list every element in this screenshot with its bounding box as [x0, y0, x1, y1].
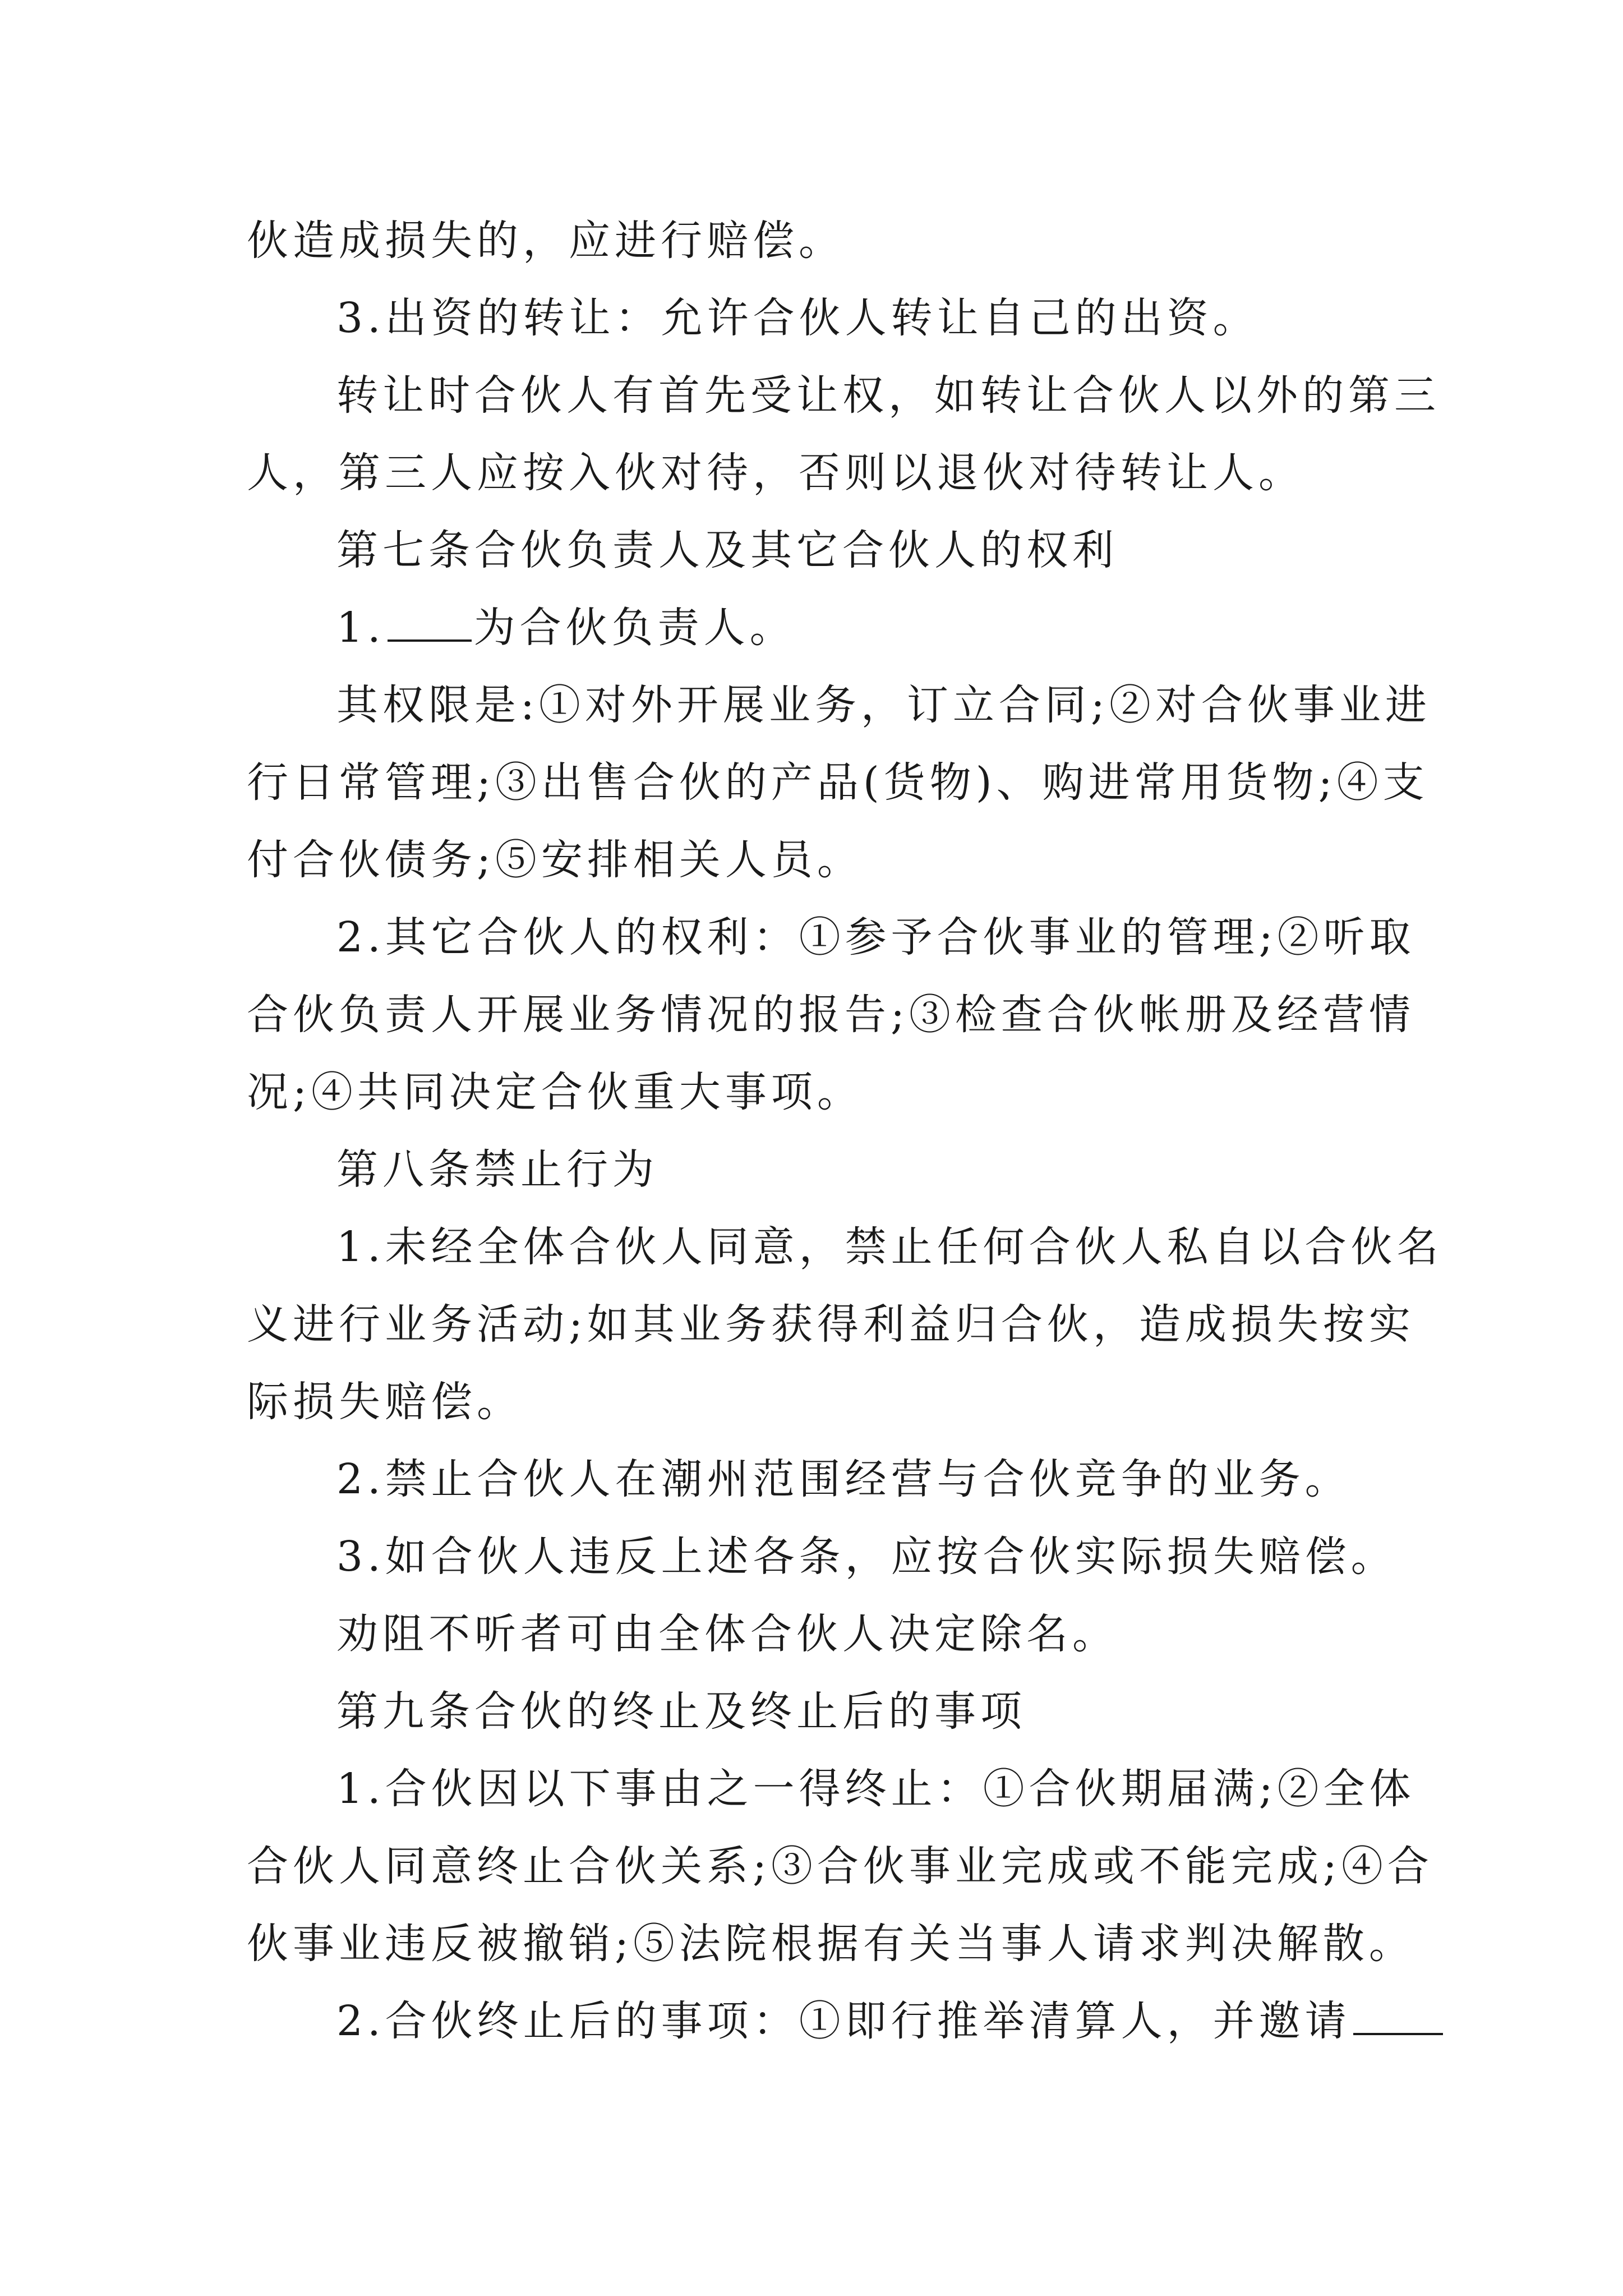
document-page: [247, 202, 1443, 2060]
paragraph-line: 3.出资的转让：允许合伙人转让自己的出资。: [336, 294, 1259, 342]
paragraph-line: 其权限是:①对外开展业务，订立合同;②对合伙事业进: [336, 681, 1431, 729]
section-heading: 第七条合伙负责人及其它合伙人的权利: [336, 526, 1118, 574]
fill-in-blank: [388, 606, 472, 642]
fill-in-blank: [1353, 1999, 1443, 2035]
paragraph-line: 际损失赔偿。: [247, 1378, 523, 1426]
paragraph-line: 合伙人同意终止合伙关系;③合伙事业完成或不能完成;④合: [247, 1842, 1433, 1890]
paragraph-line: 3.如合伙人违反上述各条，应按合伙实际损失赔偿。: [336, 1533, 1397, 1581]
paragraph-line: 2.禁止合伙人在潮州范围经营与合伙竞争的业务。: [336, 1455, 1351, 1503]
clause-text: 为合伙负责人。: [473, 604, 796, 652]
paragraph-line: [247, 589, 1391, 666]
paragraph-line: 人，第三人应按入伙对待，否则以退伙对待转让人。: [247, 449, 1304, 497]
paragraph-line: 2.其它合伙人的权利：①参予合伙事业的管理;②听取: [336, 913, 1415, 961]
paragraph-line: 伙造成损失的，应进行赔偿。: [247, 217, 845, 265]
section-heading: 第九条合伙的终止及终止后的事项: [336, 1687, 1026, 1736]
clause-number: 1.: [336, 604, 385, 652]
paragraph-line: 转让时合伙人有首先受让权，如转让合伙人以外的第三: [336, 371, 1440, 420]
paragraph-line: 合伙负责人开展业务情况的报告;③检查合伙帐册及经营情: [247, 991, 1415, 1039]
paragraph-line: [247, 1982, 1391, 2060]
section-heading: 第八条禁止行为: [336, 1145, 658, 1194]
clause-text: 2.合伙终止后的事项：①即行推举清算人，并邀请: [336, 1997, 1351, 2045]
paragraph-line: 1.未经全体合伙人同意，禁止任何合伙人私自以合伙名: [336, 1223, 1443, 1271]
paragraph-line: 1.合伙因以下事由之一得终止：①合伙期届满;②全体: [336, 1765, 1415, 1813]
paragraph-line: 伙事业违反被撤销;⑤法院根据有关当事人请求判决解散。: [247, 1920, 1415, 1968]
paragraph-line: 行日常管理;③出售合伙的产品(货物)、购进常用货物;④支: [247, 758, 1429, 807]
paragraph-line: 况;④共同决定合伙重大事项。: [247, 1068, 863, 1116]
paragraph-line: 付合伙债务;⑤安排相关人员。: [247, 836, 863, 884]
paragraph-line: 义进行业务活动;如其业务获得利益归合伙，造成损失按实: [247, 1300, 1415, 1349]
paragraph-line: 劝阻不听者可由全体合伙人决定除名。: [336, 1610, 1118, 1658]
